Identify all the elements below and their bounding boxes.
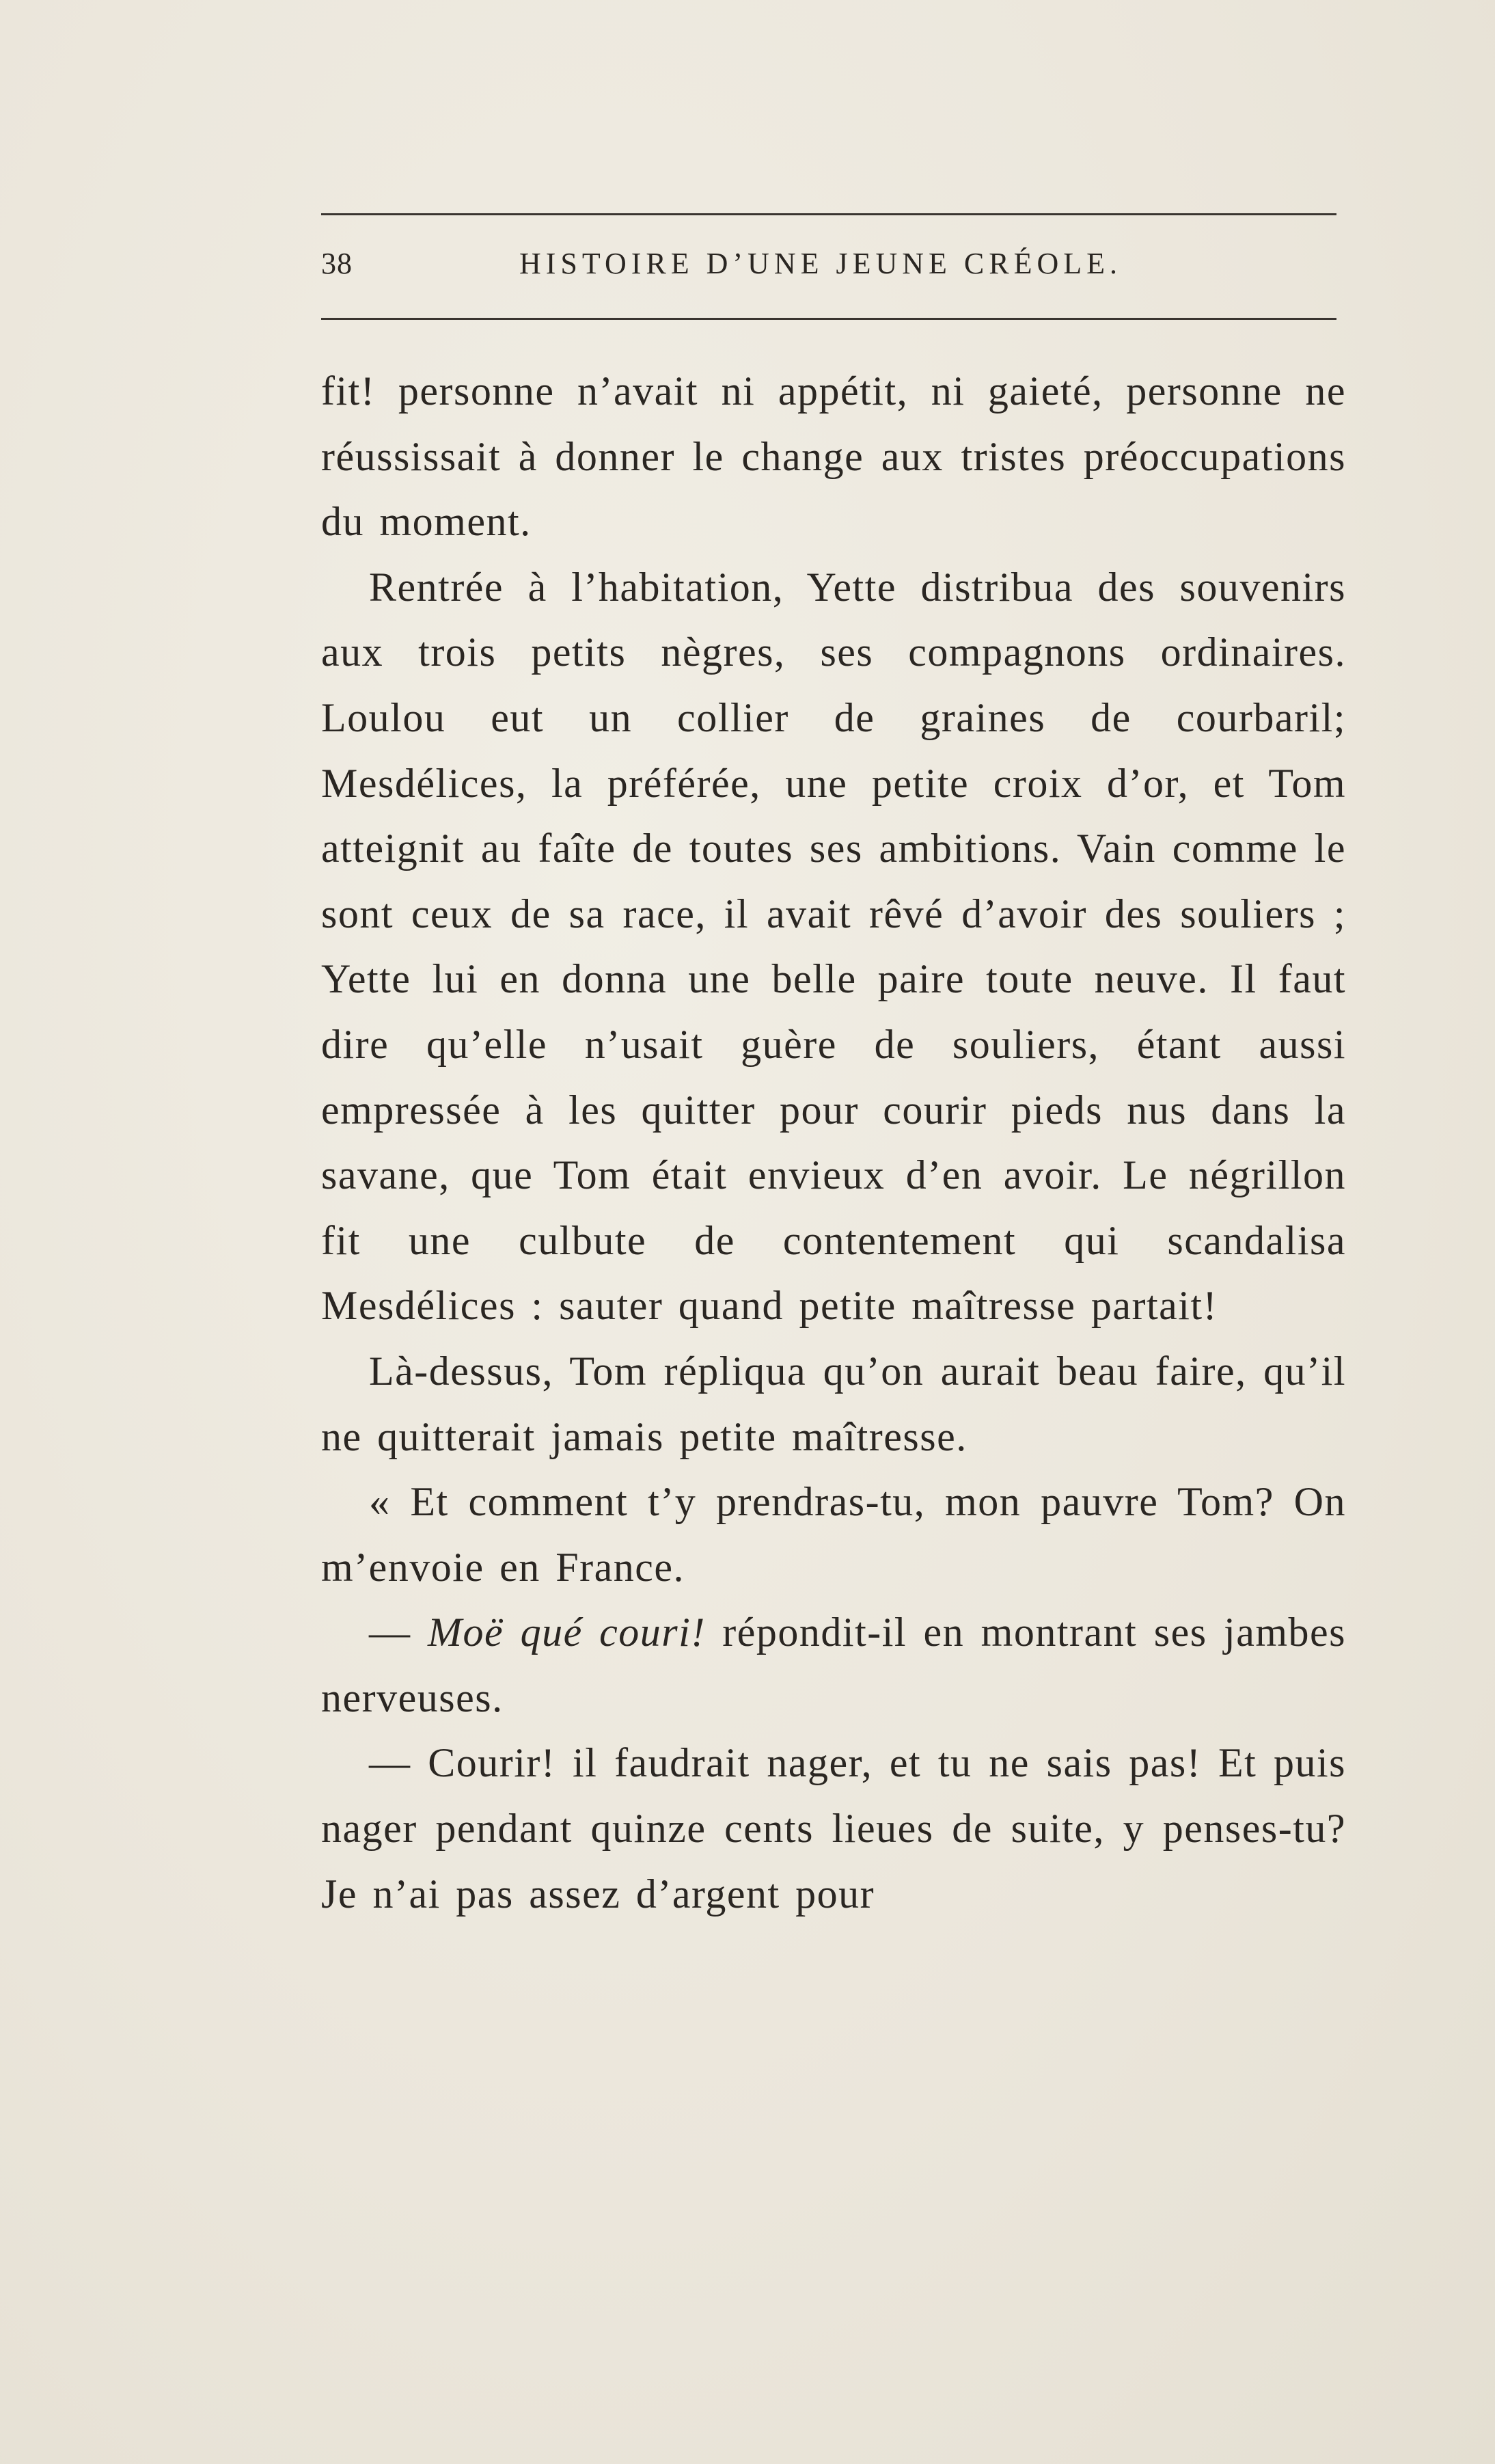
- paragraph: Rentrée à l’habitation, Yette distribua des souvenirs aux trois petits nègres, ses compagnons ordinaires. Loulou eut un collier de graines de courbaril; Mesdélices, la préférée, une petite croix d’or, et Tom atteignit au faîte de toutes ses ambitions. Vain comme le sont ceux de sa race, il avait rêvé d’avoir des souliers ; Yette lui en donna une belle paire toute neuve. Il faut dire qu’elle n’usait guère de souliers, étant aussi empressée à les quitter pour courir pieds nus dans la savane, que Tom était envieux d’en avoir. Le négrillon fit une culbute de contentement qui scandalisa Mesdélices : sauter quand petite maîtresse partait!: [321, 564, 1346, 1329]
- body-text: [321, 359, 1346, 1927]
- header-bottom-rule: [321, 318, 1336, 320]
- italic-creole-phrase: Moë qué couri!: [427, 1610, 706, 1655]
- paragraph-continuation: répondit-il en montrant ses jambes nerveuses.: [321, 1610, 1346, 1720]
- page-number: 38: [321, 247, 353, 280]
- paragraph: [321, 1600, 1346, 1731]
- paragraph: « Et comment t’y prendras-tu, mon pauvre Tom? On m’envoie en France.: [321, 1479, 1346, 1590]
- paragraph: — Courir! il faudrait nager, et tu ne sais pas! Et puis nager pendant quinze cents lieues de suite, y penses-tu? Je n’ai pas assez d’argent pour: [321, 1740, 1346, 1917]
- paragraph: fit! personne n’avait ni appétit, ni gaieté, personne ne réussissait à donner le change aux tristes préoccupations du moment.: [321, 368, 1346, 545]
- paragraph: Là-dessus, Tom répliqua qu’on aurait beau faire, qu’il ne quitterait jamais petite maîtresse.: [321, 1348, 1346, 1459]
- running-header: [321, 246, 1336, 294]
- running-title: HISTOIRE D’UNE JEUNE CRÉOLE.: [519, 247, 1123, 280]
- header-top-rule: [321, 213, 1336, 215]
- dialogue-dash: —: [369, 1610, 428, 1655]
